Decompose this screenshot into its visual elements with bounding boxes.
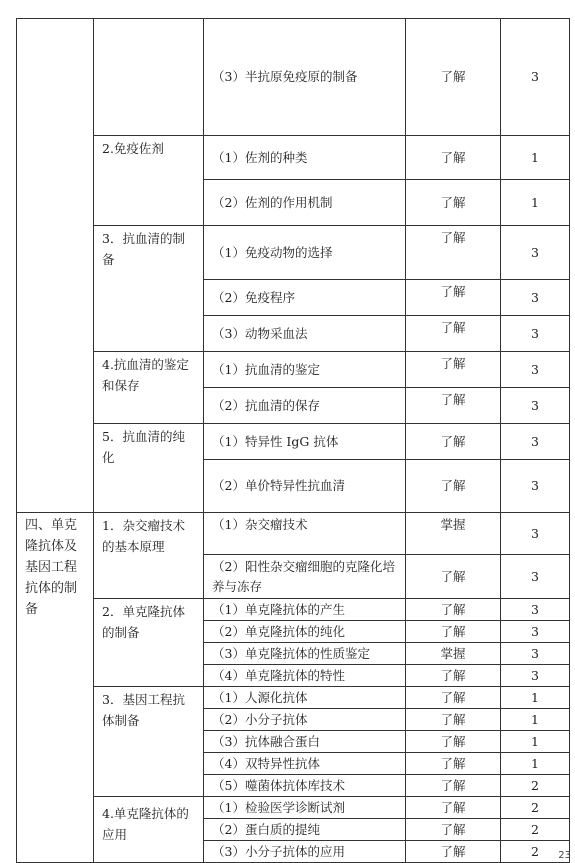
requirement-cell: 了解 bbox=[406, 136, 501, 180]
hours-cell: 3 bbox=[501, 388, 570, 424]
table-row bbox=[17, 687, 570, 709]
topic-cell: 3．基因工程抗体制备 bbox=[94, 687, 204, 797]
table-row bbox=[17, 599, 570, 621]
requirement-cell: 了解 bbox=[406, 226, 501, 280]
hours-cell: 3 bbox=[501, 226, 570, 280]
item-cell: （1）检验医学诊断试剂 bbox=[204, 797, 406, 819]
hours-cell: 3 bbox=[501, 352, 570, 388]
requirement-cell: 了解 bbox=[406, 709, 501, 731]
requirement-cell: 掌握 bbox=[406, 513, 501, 555]
hours-cell: 1 bbox=[501, 687, 570, 709]
requirement-cell: 了解 bbox=[406, 180, 501, 226]
hours-cell: 3 bbox=[501, 555, 570, 599]
topic-cell: 5．抗血清的纯化 bbox=[94, 424, 204, 513]
requirement-cell: 了解 bbox=[406, 775, 501, 797]
requirement-cell: 了解 bbox=[406, 841, 501, 863]
requirement-cell: 了解 bbox=[406, 797, 501, 819]
hours-cell: 2 bbox=[501, 819, 570, 841]
syllabus-table bbox=[16, 18, 570, 863]
requirement-cell: 了解 bbox=[406, 621, 501, 643]
hours-cell: 3 bbox=[501, 424, 570, 460]
hours-cell: 3 bbox=[501, 643, 570, 665]
requirement-cell: 了解 bbox=[406, 555, 501, 599]
unit-cell: 四、单克隆抗体及基因工程抗体的制备 bbox=[17, 513, 94, 863]
item-cell: （2）单价特异性抗血清 bbox=[204, 460, 406, 513]
requirement-cell: 了解 bbox=[406, 665, 501, 687]
item-cell: （1）特异性 IgG 抗体 bbox=[204, 424, 406, 460]
item-cell: （2）小分子抗体 bbox=[204, 709, 406, 731]
hours-cell: 1 bbox=[501, 180, 570, 226]
table-row bbox=[17, 19, 570, 136]
hours-cell: 3 bbox=[501, 316, 570, 352]
table-row bbox=[17, 513, 570, 555]
requirement-cell: 了解 bbox=[406, 19, 501, 136]
requirement-cell: 了解 bbox=[406, 731, 501, 753]
item-cell: （4）单克隆抗体的特性 bbox=[204, 665, 406, 687]
item-cell: （3）单克隆抗体的性质鉴定 bbox=[204, 643, 406, 665]
item-cell: （5）噬菌体抗体库技术 bbox=[204, 775, 406, 797]
table-row bbox=[17, 797, 570, 819]
item-cell: （2）免疫程序 bbox=[204, 280, 406, 316]
topic-cell: 4.单克隆抗体的应用 bbox=[94, 797, 204, 863]
item-cell: （3）半抗原免疫原的制备 bbox=[204, 19, 406, 136]
hours-cell: 3 bbox=[501, 513, 570, 555]
hours-cell: 1 bbox=[501, 753, 570, 775]
requirement-cell: 了解 bbox=[406, 352, 501, 388]
item-cell: （1）抗血清的鉴定 bbox=[204, 352, 406, 388]
requirement-cell: 了解 bbox=[406, 388, 501, 424]
item-cell: （2）单克隆抗体的纯化 bbox=[204, 621, 406, 643]
requirement-cell: 了解 bbox=[406, 687, 501, 709]
item-cell: （1）免疫动物的选择 bbox=[204, 226, 406, 280]
requirement-cell: 掌握 bbox=[406, 643, 501, 665]
table-row bbox=[17, 226, 570, 280]
hours-cell: 3 bbox=[501, 665, 570, 687]
requirement-cell: 了解 bbox=[406, 819, 501, 841]
item-cell: （3）小分子抗体的应用 bbox=[204, 841, 406, 863]
requirement-cell: 了解 bbox=[406, 280, 501, 316]
hours-cell: 3 bbox=[501, 19, 570, 136]
hours-cell: 1 bbox=[501, 709, 570, 731]
item-cell: （3）抗体融合蛋白 bbox=[204, 731, 406, 753]
item-cell: （2）蛋白质的提纯 bbox=[204, 819, 406, 841]
unit-cell-continued bbox=[17, 19, 94, 513]
hours-cell: 1 bbox=[501, 136, 570, 180]
topic-cell: 1．杂交瘤技术的基本原理 bbox=[94, 513, 204, 599]
item-cell: （2）阳性杂交瘤细胞的克隆化培养与冻存 bbox=[204, 555, 406, 599]
requirement-cell: 了解 bbox=[406, 424, 501, 460]
topic-cell: 4.抗血清的鉴定和保存 bbox=[94, 352, 204, 424]
item-cell: （3）动物采血法 bbox=[204, 316, 406, 352]
hours-cell: 2 bbox=[501, 797, 570, 819]
topic-cell: 2.免疫佐剂 bbox=[94, 136, 204, 226]
item-cell: （2）抗血清的保存 bbox=[204, 388, 406, 424]
topic-cell: 3．抗血清的制备 bbox=[94, 226, 204, 352]
item-cell: （1）佐剂的种类 bbox=[204, 136, 406, 180]
table-row bbox=[17, 136, 570, 180]
requirement-cell: 了解 bbox=[406, 599, 501, 621]
requirement-cell: 了解 bbox=[406, 316, 501, 352]
item-cell: （1）人源化抗体 bbox=[204, 687, 406, 709]
table-row bbox=[17, 352, 570, 388]
page-number: 23 bbox=[558, 850, 571, 861]
item-cell: （1）杂交瘤技术 bbox=[204, 513, 406, 555]
hours-cell: 2 bbox=[501, 775, 570, 797]
hours-cell: 3 bbox=[501, 599, 570, 621]
hours-cell: 3 bbox=[501, 621, 570, 643]
item-cell: （4）双特异性抗体 bbox=[204, 753, 406, 775]
hours-cell: 3 bbox=[501, 460, 570, 513]
item-cell: （2）佐剂的作用机制 bbox=[204, 180, 406, 226]
hours-cell: 2 bbox=[501, 841, 570, 863]
requirement-cell: 了解 bbox=[406, 753, 501, 775]
hours-cell: 3 bbox=[501, 280, 570, 316]
topic-cell: 2．单克隆抗体的制备 bbox=[94, 599, 204, 687]
table-row bbox=[17, 424, 570, 460]
item-cell: （1）单克隆抗体的产生 bbox=[204, 599, 406, 621]
topic-cell-continued bbox=[94, 19, 204, 136]
hours-cell: 1 bbox=[501, 731, 570, 753]
requirement-cell: 了解 bbox=[406, 460, 501, 513]
